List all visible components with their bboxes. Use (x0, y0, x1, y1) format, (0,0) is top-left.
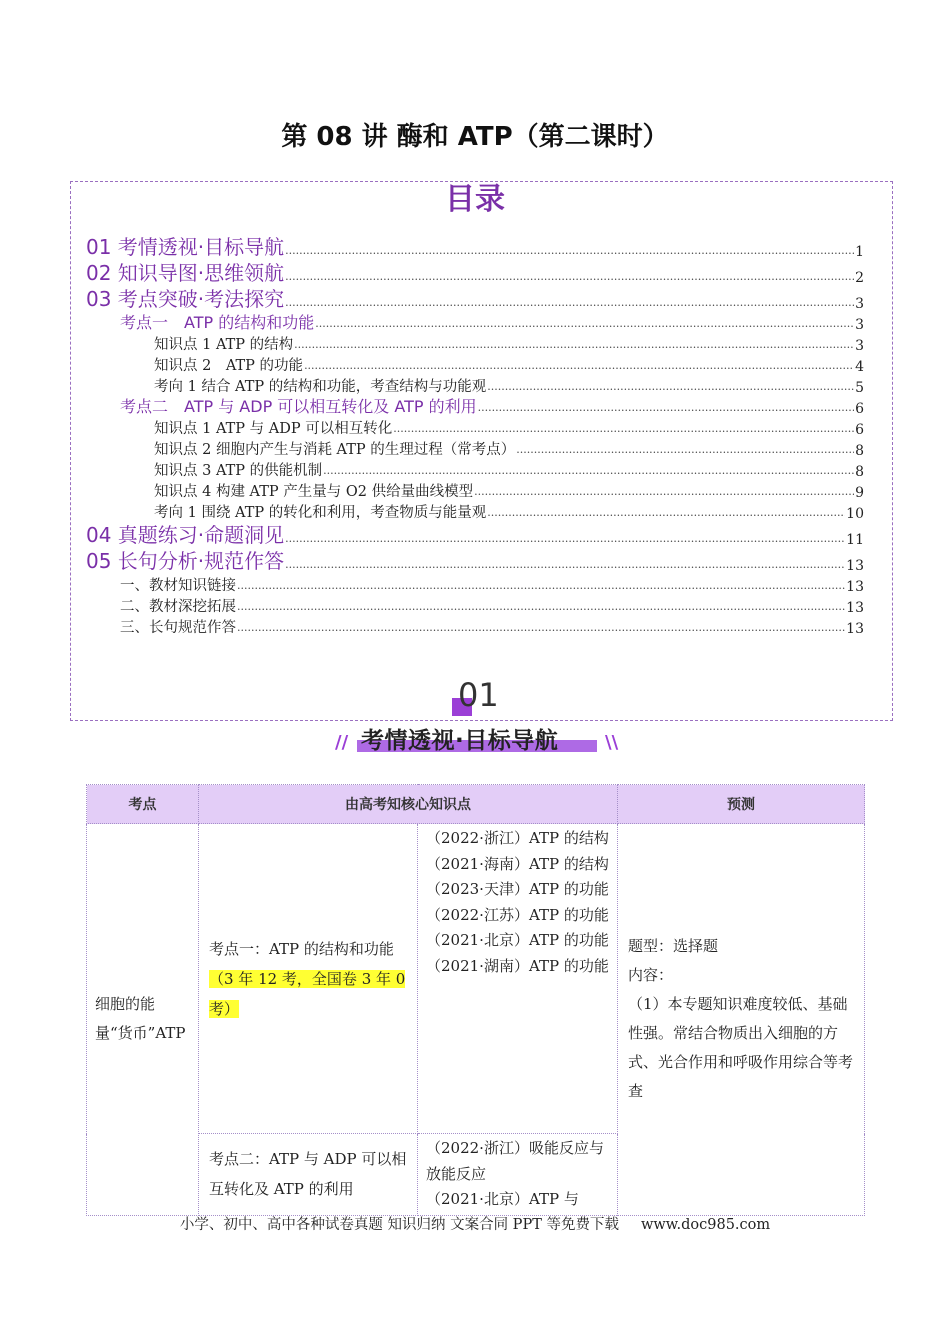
toc-leader-dots (474, 486, 854, 501)
toc-item-label: 03 考点突破·考法探究 (86, 287, 285, 311)
toc-item-page: 3 (855, 296, 864, 312)
toc-item-page: 6 (855, 401, 864, 417)
toc-item-page: 13 (846, 558, 864, 574)
table-header-row (87, 785, 865, 824)
toc-leader-dots (294, 339, 854, 354)
toc-leader-dots (487, 507, 845, 522)
toc-item-page: 10 (846, 506, 864, 522)
prediction-content-label: 内容： (628, 966, 674, 985)
toc-leader-dots (237, 580, 845, 595)
page-footer (0, 1213, 950, 1234)
source-item: （2022·浙江）ATP 的结构 (426, 829, 609, 847)
toc-item-label: 一、教材知识链接 (120, 578, 236, 594)
toc-item-page: 13 (846, 579, 864, 595)
point1-stats: （3 年 12 考，全国卷 3 年 0 考） (209, 969, 406, 1018)
toc-item[interactable] (86, 595, 864, 616)
toc-item[interactable] (86, 480, 864, 501)
toc-leader-dots (285, 271, 854, 286)
toc-item[interactable] (86, 333, 864, 354)
toc-leader-dots (285, 245, 854, 260)
source-item: （2023·天津）ATP 的功能 (426, 880, 609, 898)
toc-leader-dots (285, 559, 845, 574)
toc-item-page: 11 (846, 532, 864, 548)
prediction-type: 题型：选择题 (628, 937, 719, 956)
toc-leader-dots (285, 533, 845, 548)
toc-item[interactable] (86, 616, 864, 637)
toc-item-label: 知识点 1 ATP 与 ADP 可以相互转化 (154, 421, 393, 437)
source-item: （2021·北京）ATP 与 (426, 1190, 579, 1208)
toc-item-page: 6 (855, 422, 864, 438)
footer-url[interactable]: www.doc985.com (640, 1217, 771, 1233)
toc-item[interactable] (86, 574, 864, 595)
slash-left-icon: // (335, 732, 349, 753)
toc-item-label: 二、教材深挖拓展 (120, 599, 236, 615)
source-item: （2022·浙江）吸能反应与放能反应 (426, 1139, 604, 1183)
toc-item-label: 知识点 3 ATP 的供能机制 (154, 463, 323, 479)
toc-item-page: 4 (855, 359, 864, 375)
toc-leader-dots (323, 465, 854, 480)
point1-sources-cell (418, 824, 618, 1134)
toc-item[interactable] (86, 417, 864, 438)
header-knowledge: 由高考知核心知识点 (199, 785, 618, 824)
toc-heading: 目录 (445, 182, 505, 217)
toc-item[interactable] (86, 354, 864, 375)
table-row (87, 824, 865, 1134)
source-item: （2021·湖南）ATP 的功能 (426, 956, 609, 975)
toc-item-page: 2 (855, 270, 864, 286)
toc-item-label: 考向 1 围绕 ATP 的转化和利用，考查物质与能量观 (154, 505, 487, 521)
toc-item[interactable] (86, 375, 864, 396)
toc-item-label: 04 真题练习·命题洞见 (86, 523, 285, 547)
section-number-badge (450, 676, 510, 716)
point2-text: 考点二：ATP 与 ADP 可以相互转化及 ATP 的利用 (209, 1150, 407, 1199)
prediction-cell (618, 824, 865, 1216)
point1-cell (199, 824, 418, 1134)
toc-item-label: 知识点 1 ATP 的结构 (154, 337, 294, 353)
toc-leader-dots (237, 601, 845, 616)
toc-item-label: 05 长句分析·规范作答 (86, 549, 285, 573)
toc-item[interactable] (86, 396, 864, 417)
toc-item-label: 三、长句规范作答 (120, 620, 236, 636)
point2-sources-cell (418, 1134, 618, 1216)
toc-item-label: 01 考情透视·目标导航 (86, 235, 285, 259)
prediction-content: （1）本专题知识难度较低、基础性强。常结合物质出入细胞的方式、光合作用和呼吸作用综合等考查 (628, 995, 854, 1101)
header-prediction: 预测 (618, 785, 865, 824)
toc-leader-dots (487, 381, 854, 396)
toc-item-label: 知识点 2 细胞内产生与消耗 ATP 的生理过程（常考点） (154, 442, 516, 458)
source-item: （2021·海南）ATP 的结构 (426, 854, 609, 873)
page-title: 第 08 讲 酶和 ATP（第二课时） (281, 122, 669, 152)
table-of-contents (86, 234, 864, 637)
section-banner (335, 722, 620, 758)
toc-item-page: 13 (846, 600, 864, 616)
toc-leader-dots (516, 444, 854, 459)
toc-item-page: 5 (855, 380, 864, 396)
topic-cell (87, 824, 199, 1216)
toc-leader-dots (393, 423, 854, 438)
toc-item-label: 考点一 ATP 的结构和功能 (120, 313, 315, 332)
slash-right-icon: \\ (605, 732, 619, 753)
toc-item-label: 知识点 2 ATP 的功能 (154, 358, 304, 374)
toc-item-label: 知识点 4 构建 ATP 产生量与 O2 供给量曲线模型 (154, 484, 474, 500)
toc-item-label: 02 知识导图·思维领航 (86, 261, 285, 285)
toc-item[interactable] (86, 312, 864, 333)
toc-leader-dots (478, 402, 854, 417)
toc-item-label: 考向 1 结合 ATP 的结构和功能，考查结构与功能观 (154, 379, 487, 395)
point1-text: 考点一：ATP 的结构和功能 (209, 939, 394, 958)
toc-item-page: 8 (855, 443, 864, 459)
toc-item-page: 3 (855, 338, 864, 354)
toc-item-page: 13 (846, 621, 864, 637)
toc-item[interactable] (86, 438, 864, 459)
toc-item-page: 1 (855, 244, 864, 260)
toc-item[interactable] (86, 286, 864, 312)
section-title: 考情透视·目标导航 (361, 728, 559, 754)
toc-leader-dots (237, 622, 845, 637)
topic-text: 细胞的能量“货币”ATP (95, 995, 186, 1043)
toc-leader-dots (304, 360, 854, 375)
toc-leader-dots (285, 297, 854, 312)
toc-item-page: 9 (855, 485, 864, 501)
toc-item-page: 3 (855, 317, 864, 333)
source-item: （2021·北京）ATP 的功能 (426, 931, 609, 949)
source-item: （2022·江苏）ATP 的功能 (426, 905, 609, 924)
point2-cell (199, 1134, 418, 1216)
toc-item[interactable] (86, 548, 864, 574)
footer-text: 小学、初中、高中各种试卷真题 知识归纳 文案合同 PPT 等免费下载 (179, 1217, 619, 1233)
section-number: 01 (458, 676, 499, 714)
toc-item-label: 考点二 ATP 与 ADP 可以相互转化及 ATP 的利用 (120, 397, 477, 416)
toc-leader-dots (315, 318, 854, 333)
exam-table (86, 784, 865, 1216)
toc-item[interactable] (86, 459, 864, 480)
toc-item-page: 8 (855, 464, 864, 480)
header-topic: 考点 (87, 785, 199, 824)
